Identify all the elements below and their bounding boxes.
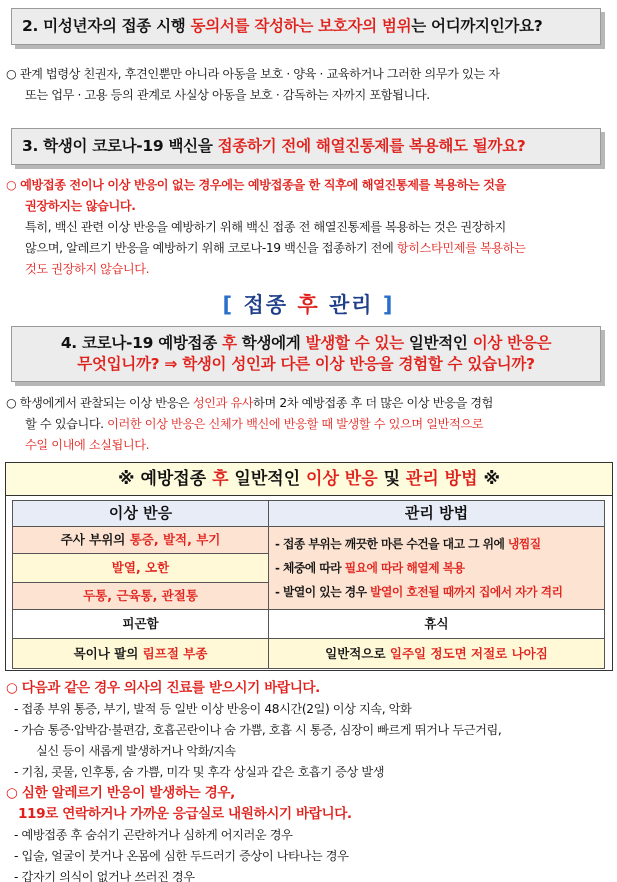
m1-text-a: - 접종 부위는 깨끗한 마른 수건을 대고 그 위에 [275, 537, 508, 551]
table-title-e: 및 [377, 469, 406, 489]
q4-text-b: 후 [222, 334, 237, 352]
doctor-guidance-heading: ○ 다음과 같은 경우 의사의 진료를 받으시기 바랍니다. [6, 680, 320, 696]
question-4-line-1 [20, 333, 592, 354]
emergency-item-2: - 입술, 얼굴이 붓거나 온몸에 심한 두드러기 증상이 나타나는 경우 [14, 849, 349, 863]
answer-2-line-2: 또는 업무 · 고용 등의 관계로 사실상 아동을 보호 · 감독하는 자까지 포함됩니다. [25, 88, 430, 102]
section-word-3: 관리 [328, 293, 374, 317]
answer-2 [6, 64, 611, 106]
section-title [0, 289, 617, 319]
m5-text-b: 일주일 정도면 저절로 나아짐 [389, 646, 548, 661]
mgmt-line-1 [275, 532, 598, 556]
r5-text-a: 목이나 팔의 [73, 646, 143, 661]
question-2-prefix: 2. 미성년자의 접종 시행 [22, 17, 191, 35]
mgmt-line-3 [275, 580, 598, 604]
answer-3-line-1: ○ 예방접종 전이나 이상 반응이 없는 경우에는 예방접종을 한 직후에 해열진통제를 복용하는 것을 [6, 178, 506, 192]
doctor-guidance-item-2: - 가슴 통증·압박감·불편감, 호흡곤란이나 숨 가쁨, 호흡 시 통증, 심장이 빠르게 뛰거나 두근거림, [14, 723, 502, 737]
doctor-guidance-item-2b: 실신 등이 새롭게 발생하거나 악화/지속 [36, 744, 236, 758]
emergency-heading-1: ○ 심한 알레르기 반응이 발생하는 경우, [6, 785, 235, 801]
table-title-g: ※ [477, 469, 500, 489]
m1-text-b: 냉찜질 [508, 537, 541, 551]
table-row-reaction-3 [12, 582, 269, 610]
answer-2-line-1: ○ 관계 법령상 친권자, 후견인뿐만 아니라 아동을 보호 · 양육 · 교육하거나 그러한 의무가 있는 자 [6, 67, 500, 81]
header-reaction: 이상 반응 [12, 500, 269, 527]
doctor-guidance [6, 678, 611, 882]
answer-3-line-3: 특히, 백신 관련 이상 반응을 예방하기 위해 백신 접종 전 해열진통제를 복용하는 것은 권장하지 [25, 220, 506, 234]
header-management: 관리 방법 [268, 500, 605, 527]
answer-3-line-4 [6, 238, 611, 259]
question-2-box [11, 8, 601, 45]
doctor-guidance-item-3: - 기침, 콧물, 인후통, 숨 가쁨, 미각 및 후각 상실과 같은 호흡기 증상 발생 [14, 765, 385, 779]
table-title-b: 후 [212, 469, 229, 489]
section-word-1: 접종 [243, 293, 289, 317]
a4-text-e: 이러한 이상 반응은 신체가 백신에 반응할 때 발생할 수 있으며 일반적으로 [107, 417, 484, 431]
answer-4 [6, 393, 611, 456]
m5-text-a: 일반적으로 [325, 646, 390, 661]
m2-text-b: 필요에 따라 해열제 복용 [344, 561, 465, 575]
m2-text-a: - 체중에 따라 [275, 561, 345, 575]
q4-text-a: 4. 코로나-19 예방접종 [60, 334, 222, 352]
table-row-reaction-1 [12, 526, 269, 554]
a4-text-d: 할 수 있습니다. [25, 417, 108, 431]
table-title-a: ※ 예방접종 [118, 469, 213, 489]
management-cell-4: 휴식 [268, 609, 605, 639]
question-3-highlight: 접종하기 전에 해열진통제를 복용해도 될까요? [217, 137, 526, 155]
table-row-reaction-5 [12, 638, 269, 669]
q4-text-d: 발생할 수 있는 [305, 334, 404, 352]
table-title-f: 관리 방법 [405, 469, 478, 489]
mgmt-line-2 [275, 556, 598, 580]
section-bracket-open: [ [222, 293, 244, 317]
management-cell-5 [268, 638, 605, 669]
q4-text-c: 학생에게 [236, 334, 306, 352]
question-2-highlight: 동의서를 작성하는 보호자의 범위 [190, 17, 412, 35]
emergency-heading-2: 119로 연락하거나 가까운 응급실로 내원하시기 바랍니다. [18, 806, 352, 822]
reaction-table [5, 462, 613, 671]
management-cell-1 [268, 526, 605, 610]
table-title-d: 이상 반응 [306, 469, 378, 489]
emergency-item-1: - 예방접종 후 숨쉬기 곤란하거나 심하게 어지러운 경우 [14, 828, 293, 842]
question-2-suffix: 는 어디까지인가요? [411, 17, 543, 35]
question-3-prefix: 3. 학생이 코로나-19 백신을 [22, 137, 218, 155]
section-word-2: 후 [297, 293, 320, 317]
q4-text-g: 무엇 [77, 355, 107, 373]
m3-text-a: - 발열이 있는 경우 [275, 585, 371, 599]
question-3-box [11, 128, 601, 165]
a4-text-b: 성인과 유사 [192, 396, 254, 410]
answer-3-line-4a: 않으며, 알레르기 반응을 예방하기 위해 코로나-19 백신을 접종하기 전에 [25, 241, 397, 255]
answer-3-line-2: 권장하지는 않습니다. [25, 199, 136, 213]
answer-3 [6, 175, 611, 280]
r1-text-a: 주사 부위의 [60, 532, 130, 547]
table-title [6, 463, 612, 496]
answer-4-line-2 [6, 414, 611, 435]
answer-4-line-1 [6, 393, 611, 414]
a4-text-c: 하며 2차 예방접종 후 더 많은 이상 반응을 경험 [253, 396, 494, 410]
table-row-reaction-4: 피곤함 [12, 609, 269, 639]
emergency-item-3: - 갑자기 의식이 없거나 쓰러진 경우 [14, 870, 195, 882]
doctor-guidance-item-1: - 접종 부위 통증, 부기, 발적 등 일반 이상 반응이 48시간(2일) 이상 지속, 악화 [14, 702, 412, 716]
r1-text-b: 통증, 발적, 부기 [129, 532, 221, 547]
question-4-box [11, 326, 601, 382]
a4-text-a: ○ 학생에게서 관찰되는 이상 반응은 [6, 396, 193, 410]
m3-text-b: 발열이 호전될 때까지 집에서 자가 격리 [370, 585, 563, 599]
section-bracket-close: ] [373, 293, 395, 317]
r5-text-b: 림프절 부종 [142, 646, 208, 661]
q4-text-e: 일반적인 [403, 334, 473, 352]
answer-3-line-4b: 항히스타민제를 복용하는 [396, 241, 526, 255]
answer-4-line-3: 수일 이내에 소실됩니다. [25, 438, 150, 452]
question-4-line-2 [20, 354, 592, 375]
r3-text: 두통, 근육통, 관절통 [83, 588, 198, 603]
q4-text-f: 이상 반응은 [472, 334, 552, 352]
table-row-reaction-2 [12, 553, 269, 583]
r2-text: 발열, 오한 [111, 560, 170, 575]
answer-3-line-5: 것도 권장하지 않습니다. [25, 262, 150, 276]
table-title-c: 일반적인 [228, 469, 307, 489]
q4-text-h: 입니까? ⇒ 학생이 성인과 다른 이상 반응을 경험할 수 있습니까? [106, 355, 535, 373]
